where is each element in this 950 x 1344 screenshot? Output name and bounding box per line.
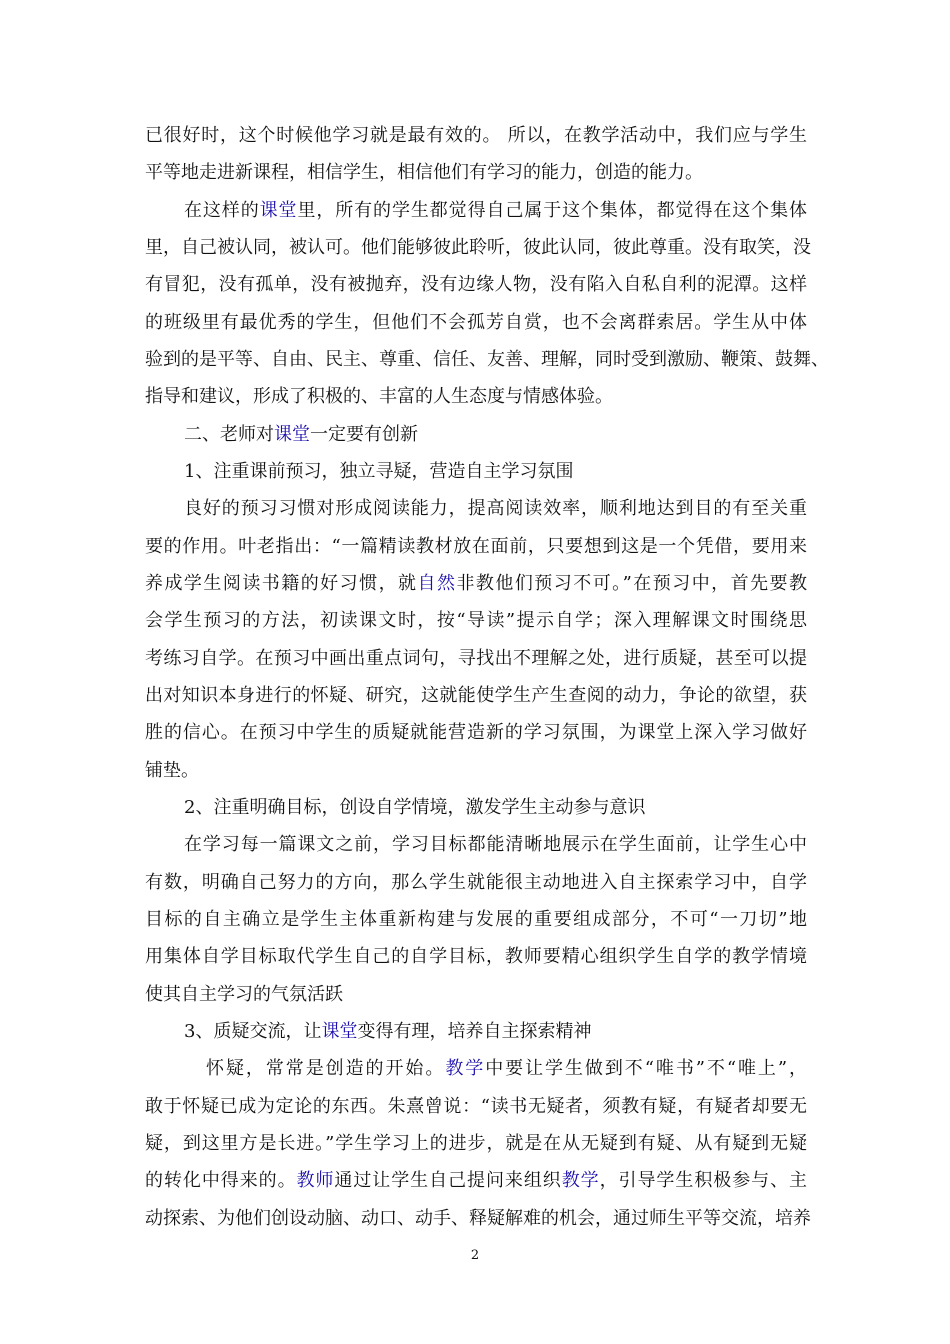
text-line: 怀疑，常常是创造的开始。教学中要让学生做到不“唯书”不“唯上”， [206, 1058, 808, 1079]
text-line: 平等地走进新课程，相信学生，相信他们有学习的能力，创造的能力。 [145, 162, 703, 183]
page-number: 2 [470, 1248, 480, 1263]
link-jiaoxue[interactable]: 教学 [445, 1058, 486, 1079]
link-jiaoxue[interactable]: 教学 [561, 1170, 600, 1191]
text-line: 目标的自主确立是学生主体重新构建与发展的重要组成部分，不可“一刀切”地 [145, 909, 807, 930]
text-line: 胜的信心。在预习中学生的质疑就能营造新的学习氛围，为课堂上深入学习做好 [145, 722, 807, 743]
text-line: 有冒犯，没有孤单，没有被抛弃，没有边缘人物，没有陷入自私自利的泥潭。这样 [145, 274, 807, 295]
text-line: 动探索、为他们创设动脑、动口、动手、释疑解难的机会，通过师生平等交流，培养 [145, 1208, 811, 1229]
text-line: 的班级里有最优秀的学生，但他们不会孤芳自赏，也不会离群索居。学生从中体 [145, 312, 807, 333]
text-line: 敢于怀疑已成为定论的东西。朱熹曾说：“读书无疑者，须教有疑，有疑者却要无 [145, 1096, 807, 1117]
text-line: 考练习自学。在预习中画出重点词句，寻找出不理解之处，进行质疑，甚至可以提 [145, 648, 807, 669]
text-line: 在学习每一篇课文之前，学习目标都能清晰地展示在学生面前，让学生心中 [184, 834, 807, 855]
text-line: 的转化中得来的。教师通过让学生自己提问来组织教学，引导学生积极参与、主 [145, 1170, 808, 1191]
text-line: 使其自主学习的气氛活跃 [145, 984, 343, 1005]
text-line: 疑，到这里方是长进。”学生学习上的进步，就是在从无疑到有疑、从有疑到无疑 [145, 1133, 807, 1154]
text-line: 良好的预习习惯对形成阅读能力，提高阅读效率，顺利地达到目的有至关重 [184, 498, 807, 519]
text-line: 养成学生阅读书籍的好习惯，就自然非教他们预习不可。”在预习中，首先要教 [145, 573, 808, 594]
subsection-heading: 3、质疑交流，让课堂变得有理，培养自主探索精神 [184, 1021, 592, 1042]
text-line: 铺垫。 [145, 760, 199, 781]
text-line: 里，自己被认同，被认可。他们能够彼此聆听，彼此认同，彼此尊重。没有取笑，没 [145, 237, 811, 258]
text-line: 验到的是平等、自由、民主、尊重、信任、友善、理解，同时受到激励、鞭策、鼓舞、 [145, 349, 829, 370]
text-line: 指导和建议，形成了积极的、丰富的人生态度与情感体验。 [145, 386, 613, 407]
link-ziran[interactable]: 自然 [417, 573, 457, 594]
text-line: 出对知识本身进行的怀疑、研究，这就能使学生产生查阅的动力，争论的欲望，获 [145, 685, 807, 706]
link-jiaoshi[interactable]: 教师 [296, 1170, 335, 1191]
link-ketang[interactable]: 课堂 [274, 424, 310, 445]
link-ketang[interactable]: 课堂 [321, 1021, 358, 1042]
text-line: 用集体自学目标取代学生自己的自学目标，教师要精心组织学生自学的教学情境 [145, 946, 807, 967]
text-line: 有数，明确自己努力的方向，那么学生就能很主动地进入自主探索学习中，自学 [145, 872, 807, 893]
text-line: 要的作用。叶老指出：“一篇精读教材放在面前，只要想到这是一个凭借，要用来 [145, 536, 807, 557]
section-heading: 二、老师对课堂一定要有创新 [184, 424, 418, 445]
link-ketang[interactable]: 课堂 [259, 200, 298, 221]
subsection-heading: 2、注重明确目标，创设自学情境，激发学生主动参与意识 [184, 797, 646, 818]
text-line: 已很好时，这个时候他学习就是最有效的。 所以，在教学活动中，我们应与学生 [145, 125, 807, 146]
text-line: 在这样的课堂里，所有的学生都觉得自己属于这个集体，都觉得在这个集体 [184, 200, 807, 221]
text-line: 会学生预习的方法，初读课文时，按“导读”提示自学；深入理解课文时围绕思 [145, 610, 807, 631]
subsection-heading: 1、注重课前预习，独立寻疑，营造自主学习氛围 [184, 461, 574, 482]
